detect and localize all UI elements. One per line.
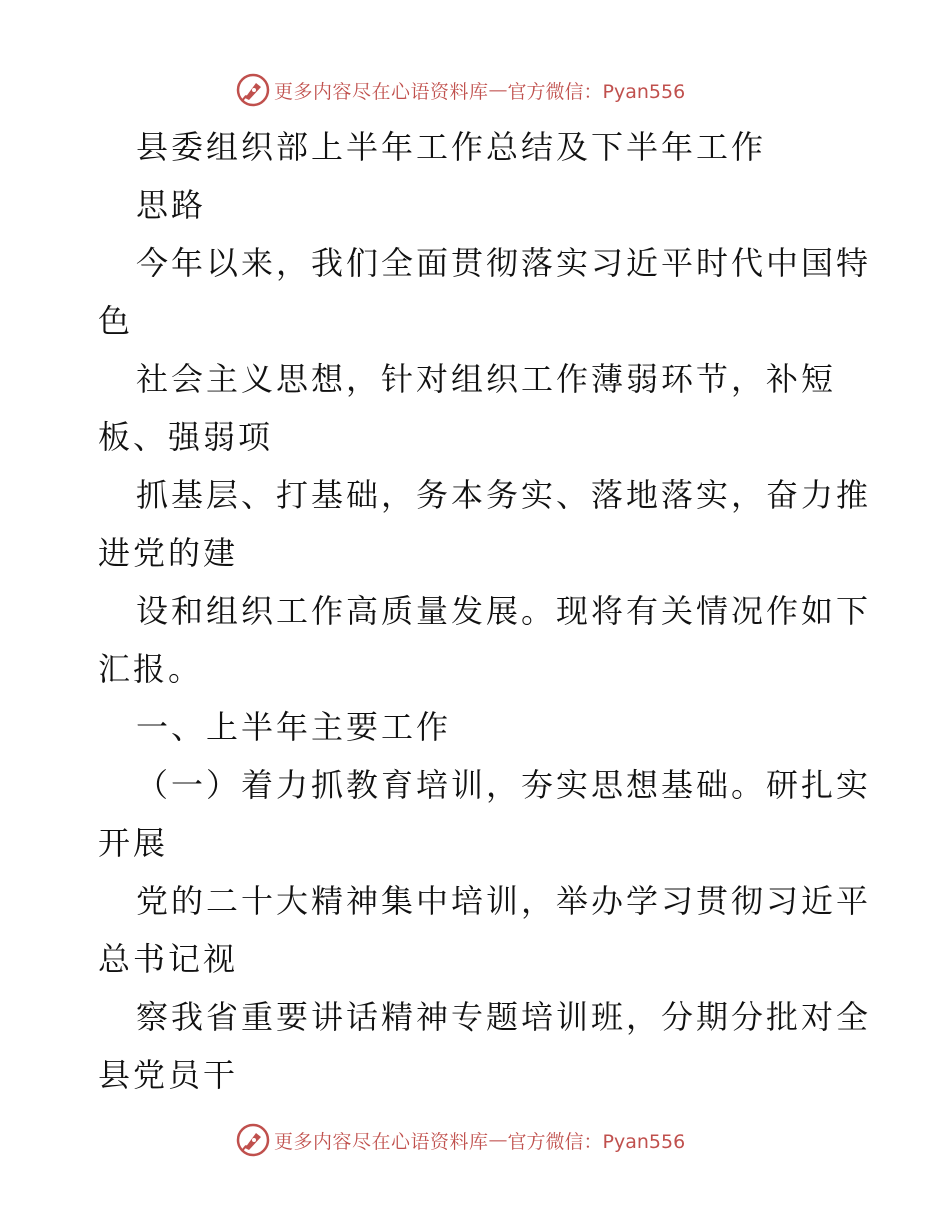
- doc-line: 总书记视: [98, 940, 239, 978]
- pen-nib-logo-icon: [236, 73, 270, 107]
- header-watermark: [236, 73, 685, 107]
- doc-line: 开展: [98, 824, 169, 862]
- watermark-contact: 官方微信：Pyan556: [507, 1130, 686, 1153]
- doc-line: 察我省重要讲话精神专题培训班，分期分批对全: [136, 998, 872, 1036]
- doc-line: 今年以来，我们全面贯彻落实习近平时代中国特: [136, 244, 872, 282]
- doc-line: 县委组织部上半年工作总结及下半年工作: [136, 128, 767, 166]
- doc-line: 思路: [136, 186, 207, 224]
- doc-line: 抓基层、打基础，务本务实、落地落实，奋力推: [136, 476, 872, 514]
- doc-line: 设和组织工作高质量发展。现将有关情况作如下: [136, 592, 872, 630]
- watermark-separator: —: [488, 79, 508, 101]
- watermark-text: 更多内容尽在心语资料库: [274, 80, 489, 103]
- pen-nib-logo-icon: [236, 1123, 270, 1157]
- doc-line: （一）着力抓教育培训，夯实思想基础。研扎实: [136, 766, 872, 804]
- doc-line: 党的二十大精神集中培训，举办学习贯彻习近平: [136, 882, 872, 920]
- watermark-separator: —: [488, 1129, 508, 1151]
- doc-line: 社会主义思想，针对组织工作薄弱环节，补短: [136, 360, 837, 398]
- doc-line: 板、强弱项: [98, 418, 274, 456]
- watermark-text: 更多内容尽在心语资料库: [274, 1130, 489, 1153]
- footer-watermark: [236, 1123, 685, 1157]
- document-body: [98, 118, 872, 1104]
- doc-line: 进党的建: [98, 534, 239, 572]
- watermark-contact: 官方微信：Pyan556: [507, 80, 686, 103]
- doc-line: 汇报。: [98, 650, 204, 688]
- section-heading: 一、上半年主要工作: [136, 708, 452, 746]
- doc-line: 县党员干: [98, 1056, 239, 1094]
- doc-line: 色: [98, 302, 134, 340]
